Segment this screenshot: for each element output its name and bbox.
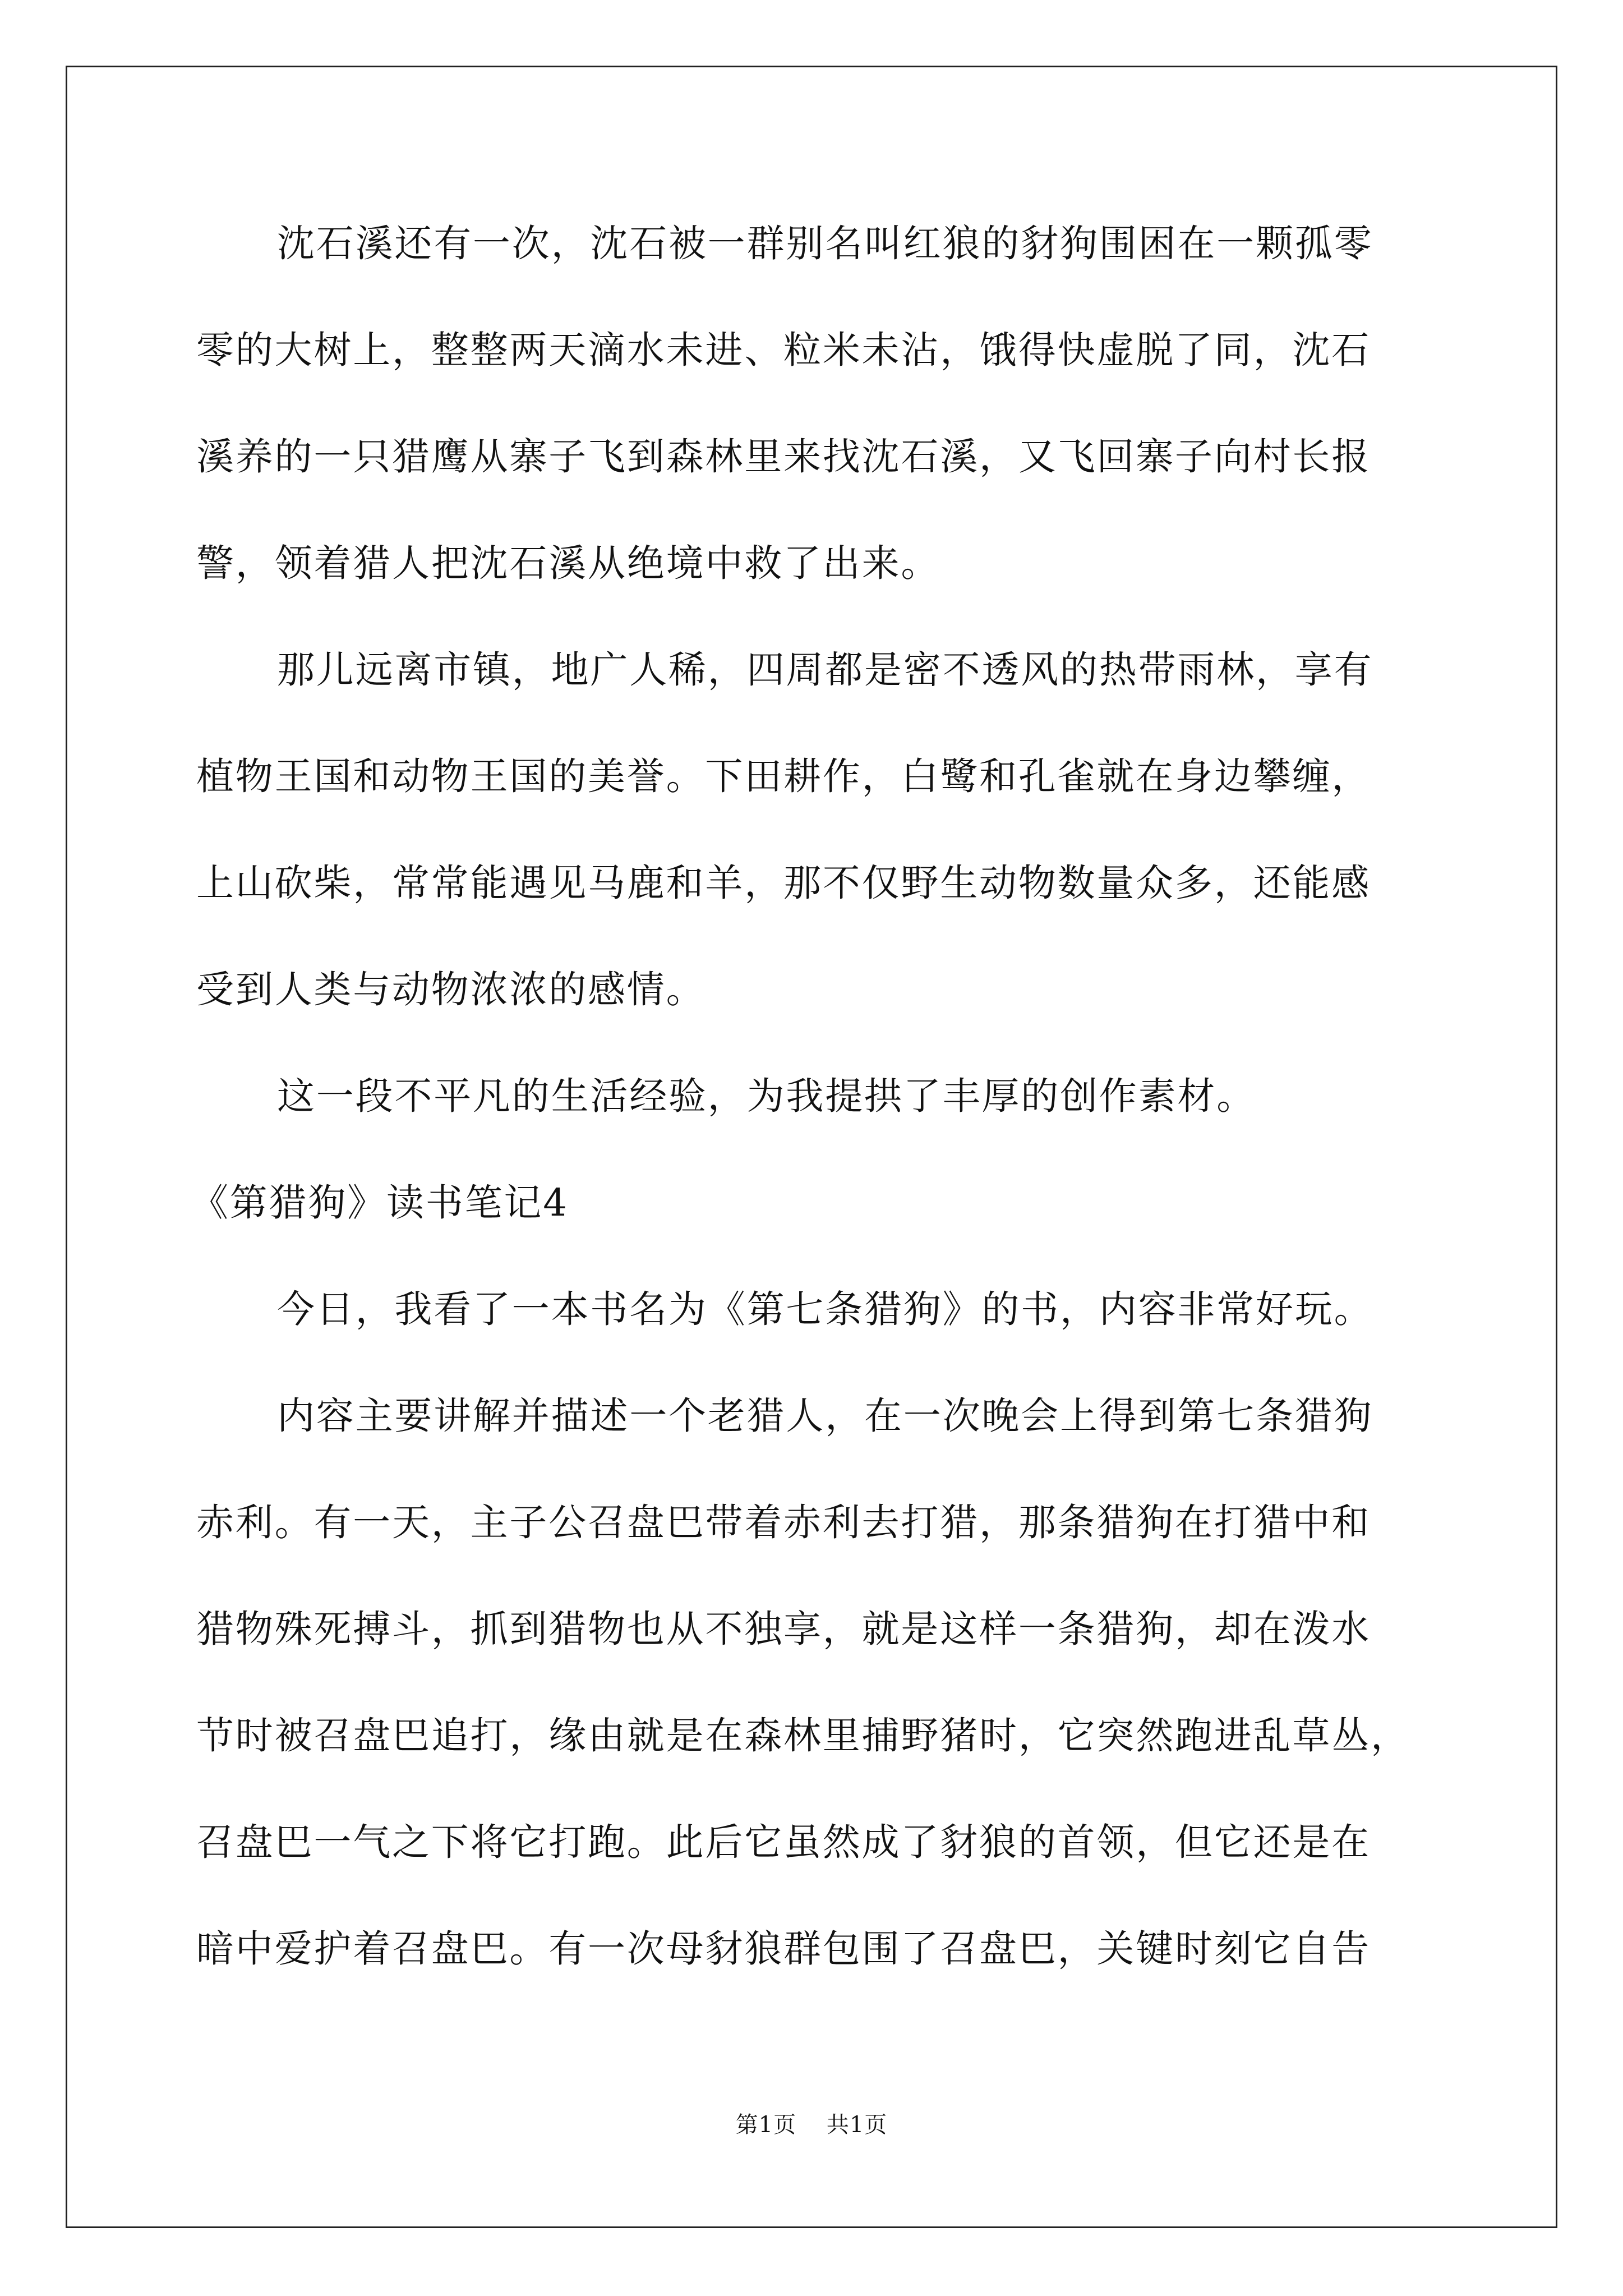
text-line: 警，领着猎人把沈石溪从绝境中救了出来。 [196, 541, 940, 585]
text-line: 植物王国和动物王国的美誉。下田耕作，白鹭和孔雀就在身边攀缠， [196, 754, 1371, 798]
text-line: 这一段不平凡的生活经验，为我提拱了丰厚的创作素材。 [277, 1074, 1256, 1118]
text-line: 节时被召盘巴追打，缘由就是在森林里捕野猪时，它突然跑进乱草丛， [196, 1714, 1410, 1757]
page-number: 第1页 [735, 2112, 797, 2138]
page-total: 共1页 [826, 2112, 888, 2138]
text-line: 内容主要讲解并描述一个老猎人，在一次晚会上得到第七条猎狗 [277, 1394, 1373, 1438]
text-line: 沈石溪还有一次，沈石被一群别名叫红狼的豺狗围困在一颗孤零 [277, 222, 1373, 265]
page-footer [0, 2111, 1623, 2139]
text-line: 猎物殊死搏斗，抓到猎物也从不独享，就是这样一条猎狗，却在泼水 [196, 1607, 1371, 1651]
text-line: 今日，我看了一本书名为《第七条猎狗》的书，内容非常好玩。 [277, 1287, 1373, 1331]
text-line: 零的大树上，整整两天滴水未进、粒米未沾，饿得快虚脱了同，沈石 [196, 328, 1371, 372]
document-body [191, 222, 1419, 2033]
text-line: 溪养的一只猎鹰从寨子飞到森林里来找沈石溪，又飞回寨子向村长报 [196, 435, 1371, 478]
text-line: 召盘巴一气之下将它打跑。此后它虽然成了豺狼的首领，但它还是在 [196, 1820, 1371, 1864]
text-line: 上山砍柴，常常能遇见马鹿和羊，那不仅野生动物数量众多，还能感 [196, 861, 1371, 905]
section-heading: 《第猎狗》读书笔记4 [191, 1181, 569, 1225]
text-line: 受到人类与动物浓浓的感情。 [196, 968, 706, 1011]
text-line: 赤利。有一天，主子公召盘巴带着赤利去打猎，那条猎狗在打猎中和 [196, 1501, 1371, 1544]
text-line: 那儿远离市镇，地广人稀，四周都是密不透风的热带雨林，享有 [277, 648, 1373, 692]
text-line: 暗中爱护着召盘巴。有一次母豺狼群包围了召盘巴，关键时刻它自告 [196, 1927, 1371, 1971]
